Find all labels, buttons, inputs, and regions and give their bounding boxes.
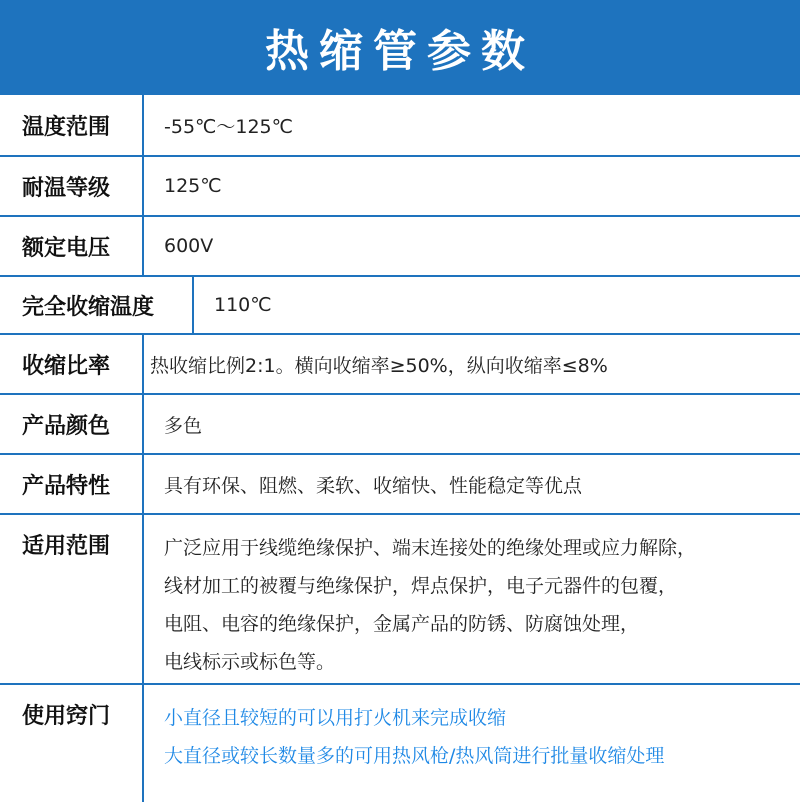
row-label: 收缩比率: [0, 335, 144, 393]
application-line: 电阻、电容的绝缘保护，金属产品的防锈、防腐蚀处理，: [164, 613, 640, 635]
table-row: [0, 515, 800, 685]
page-title: 热缩管参数: [0, 0, 800, 93]
row-label: 产品颜色: [0, 395, 144, 453]
tip-line: 小直径且较短的可以用打火机来完成收缩: [164, 707, 507, 729]
row-value: 具有环保、阻燃、柔软、收缩快、性能稳定等优点: [164, 474, 583, 497]
row-label: 完全收缩温度: [0, 277, 194, 333]
table-row: [0, 455, 800, 515]
row-value: 600V: [164, 235, 214, 257]
spec-table: [0, 93, 800, 800]
table-row: [0, 157, 800, 217]
row-value: -55℃～125℃: [164, 115, 293, 138]
row-label: 温度范围: [0, 95, 144, 155]
table-row: [0, 335, 800, 395]
row-label: 产品特性: [0, 455, 144, 513]
row-label: 适用范围: [0, 515, 144, 683]
shrink-ratio-value: 热收缩比例2:1。横向收缩率≥50%，纵向收缩率≤8%: [150, 354, 608, 377]
row-value: 多色: [164, 414, 203, 437]
tips-lines: [164, 685, 800, 802]
row-label: 额定电压: [0, 217, 144, 275]
table-row: [0, 277, 800, 335]
tip-line: 大直径或较长数量多的可用热风枪/热风筒进行批量收缩处理: [164, 745, 665, 767]
application-lines: [164, 515, 800, 683]
application-line: 线材加工的被覆与绝缘保护，焊点保护，电子元器件的包覆，: [164, 575, 678, 597]
row-label: 使用窍门: [0, 685, 144, 802]
table-row: [0, 395, 800, 455]
application-line: 电线标示或标色等。: [164, 651, 336, 673]
table-row: [0, 95, 800, 157]
row-label: 耐温等级: [0, 157, 144, 215]
application-line: 广泛应用于线缆绝缘保护、端末连接处的绝缘处理或应力解除，: [164, 537, 697, 559]
table-row: [0, 217, 800, 277]
row-value: 110℃: [214, 294, 272, 316]
table-row: [0, 685, 800, 802]
row-value: 125℃: [164, 175, 222, 197]
